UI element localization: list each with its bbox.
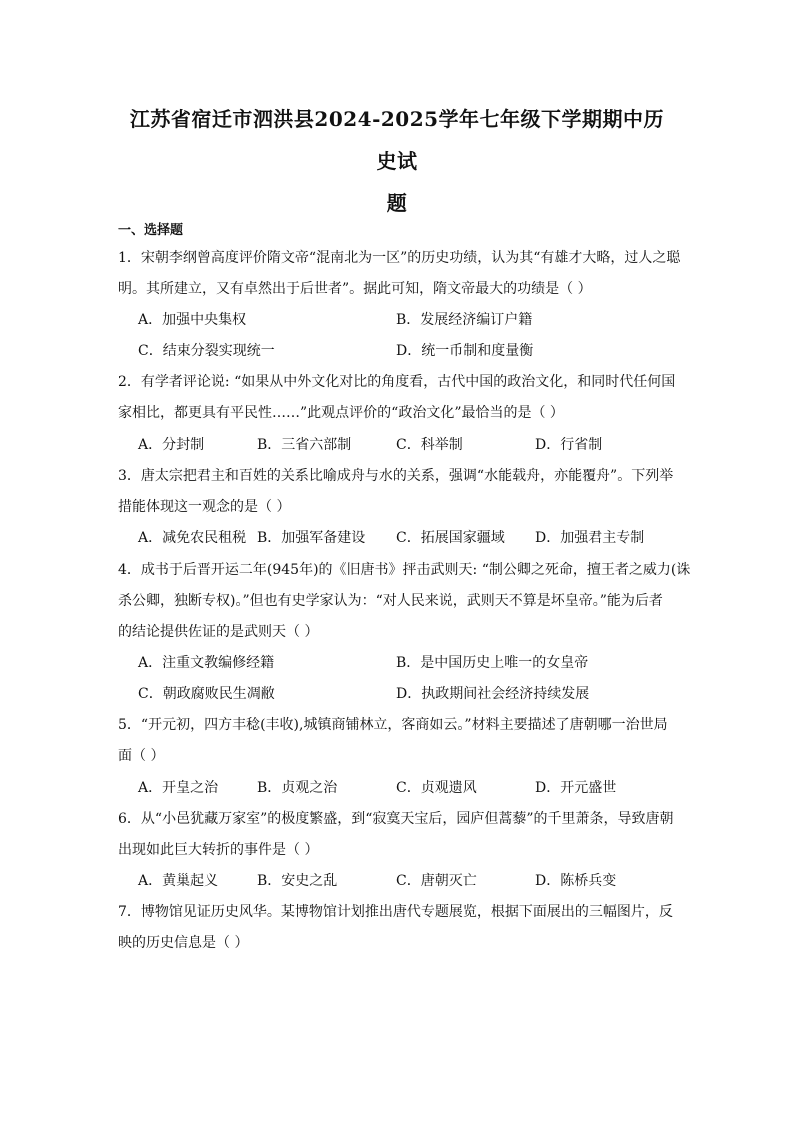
- question-7-line-2: 映的历史信息是（ ）: [118, 935, 249, 951]
- question-2-option-c: C．科举制: [396, 437, 463, 453]
- question-5-option-a: A．开皇之治: [138, 780, 219, 796]
- question-5-option-b: B．贞观之治: [257, 780, 338, 796]
- question-3-option-d: D．加强君主专制: [535, 530, 645, 546]
- question-2-option-d: D．行省制: [535, 437, 603, 453]
- question-4-line-2: 杀公卿，独断专权)。”但也有史学家认为：“对人民来说，武则天不算是坏皇帝。”能为后者: [118, 593, 663, 609]
- question-6-option-d: D．陈桥兵变: [535, 873, 617, 889]
- question-4-line-3: 的结论提供佐证的是武则天（ ）: [118, 624, 319, 640]
- question-1-option-b: B．发展经济编订户籍: [396, 312, 533, 328]
- question-6-line-1: 6．从“小邑犹藏万家室”的极度繁盛，到“寂寞天宝后，园庐但蒿藜”的千里萧条，导致唐朝: [118, 811, 674, 827]
- question-3-option-a: A．减免农民租税: [138, 530, 247, 546]
- question-5-line-1: 5．“开元初，四方丰稔(丰收),城镇商铺林立，客商如云。”材料主要描述了唐朝哪一治世局: [118, 717, 668, 733]
- question-2-option-a: A．分封制: [138, 437, 205, 453]
- question-4-option-b: B．是中国历史上唯一的女皇帝: [396, 655, 589, 671]
- question-3-line-1: 3．唐太宗把君主和百姓的关系比喻成舟与水的关系，强调“水能载舟，亦能覆舟”。下列举: [118, 468, 674, 484]
- page-title: [120, 98, 674, 224]
- question-6-option-b: B．安史之乱: [257, 873, 338, 889]
- question-6-line-2: 出现如此巨大转折的事件是（ ）: [118, 842, 319, 858]
- question-5-line-2: 面（ ）: [118, 748, 165, 764]
- question-5-option-d: D．开元盛世: [535, 780, 617, 796]
- question-2-line-1: 2．有学者评论说: “如果从中外文化对比的角度看，古代中国的政治文化，和同时代任何国: [118, 374, 676, 390]
- question-4-option-d: D．执政期间社会经济持续发展: [396, 686, 590, 702]
- question-4-option-a: A．注重文教编修经籍: [138, 655, 275, 671]
- section-heading: 一、选择题: [118, 223, 184, 238]
- title-line-1: 江苏省宿迁市泗洪县2024-2025学年七年级下学期期中历史试: [129, 107, 665, 173]
- question-6-option-c: C．唐朝灭亡: [396, 873, 477, 889]
- question-1-option-c: C．结束分裂实现统一: [138, 343, 275, 359]
- question-2-option-b: B．三省六部制: [257, 437, 352, 453]
- question-4-option-c: C．朝政腐败民生凋敝: [138, 686, 275, 702]
- question-1-option-a: A．加强中央集权: [138, 312, 247, 328]
- question-7-line-1: 7．博物馆见证历史风华。某博物馆计划推出唐代专题展览，根据下面展出的三幅图片，反: [118, 904, 673, 920]
- title-line-2: 题: [386, 191, 408, 215]
- question-3-option-b: B．加强军备建设: [257, 530, 366, 546]
- question-4-line-1: 4．成书于后晋开运二年(945年)的《旧唐书》抨击武则天: “制公卿之死命，擅王者之威力(诛: [118, 562, 691, 578]
- question-1-line-2: 明。其所建立，又有卓然出于后世者”。据此可知，隋文帝最大的功绩是（ ）: [118, 281, 592, 297]
- question-2-line-2: 家相比，都更具有平民性……”此观点评价的“政治文化”最恰当的是（ ）: [118, 405, 564, 421]
- question-1-line-1: 1．宋朝李纲曾高度评价隋文帝“混南北为一区”的历史功绩，认为其“有雄才大略，过人之聪: [118, 250, 681, 266]
- question-5-option-c: C．贞观遗风: [396, 780, 477, 796]
- question-6-option-a: A．黄巢起义: [138, 873, 219, 889]
- question-3-line-2: 措能体现这一观念的是（ ）: [118, 499, 291, 515]
- question-1-option-d: D．统一币制和度量衡: [396, 343, 534, 359]
- question-3-option-c: C．拓展国家疆域: [396, 530, 505, 546]
